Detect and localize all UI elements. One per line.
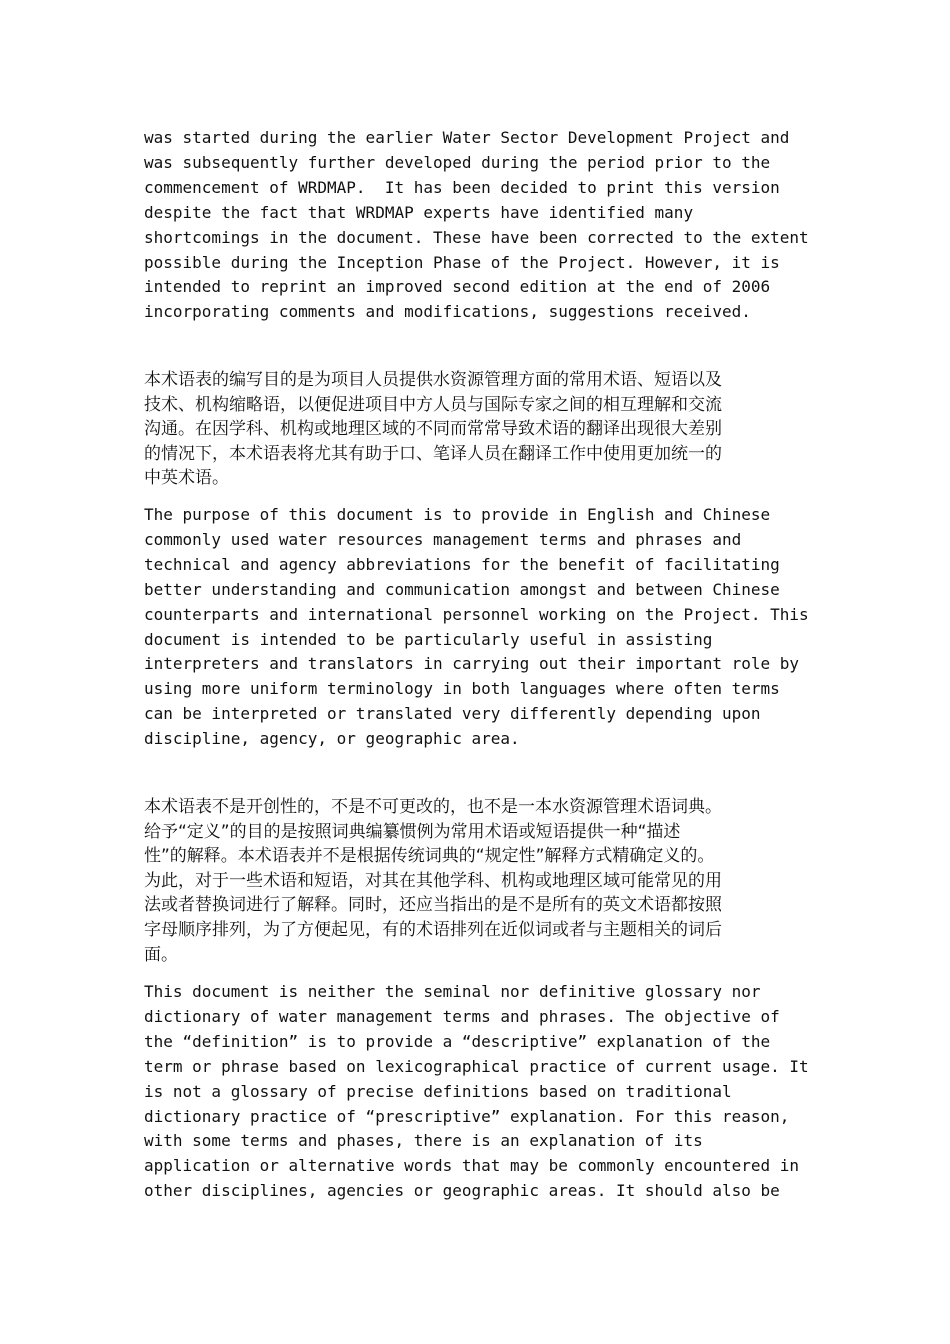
text-line: despite the fact that WRDMAP experts have identified many: [144, 202, 694, 222]
text-line: commencement of WRDMAP. It has been decided to print this version: [144, 177, 780, 197]
text-line: discipline, agency, or geographic area.: [144, 729, 520, 749]
text-line: commonly used water resources management terms and phrases and: [144, 529, 742, 549]
text-line: 沟通。在因学科、机构或地理区域的不同而常常导致术语的翻译出现很大差别: [144, 419, 722, 440]
text-line: counterparts and international personnel working on the Project. This: [144, 604, 809, 624]
text-line: other disciplines, agencies or geographic areas. It should also be: [144, 1181, 780, 1201]
text-line: is not a glossary of precise definitions based on traditional: [144, 1081, 732, 1101]
text-line: can be interpreted or translated very differently depending upon: [144, 704, 761, 724]
paragraph-project-history-en: [144, 126, 816, 325]
text-line: 本术语表不是开创性的，不是不可更改的，也不是一本水资源管理术语词典。: [144, 797, 722, 817]
text-line: dictionary of water management terms and phrases. The objective of: [144, 1006, 780, 1026]
text-line: document is intended to be particularly useful in assisting: [144, 629, 713, 649]
paragraph-scope-en: [144, 980, 816, 1204]
text-line: This document is neither the seminal nor definitive glossary nor: [144, 982, 761, 1001]
text-line: shortcomings in the document. These have been corrected to the extent: [144, 227, 809, 247]
text-line: intended to reprint an improved second edition at the end of 2006: [144, 277, 771, 297]
text-line: 字母顺序排列，为了方便起见，有的术语排列在近似词或者与主题相关的词后: [144, 919, 722, 940]
text-line: 面。: [144, 944, 178, 965]
text-line: 技术、机构缩略语，以便促进项目中方人员与国际专家之间的相互理解和交流: [144, 394, 722, 415]
text-line: application or alternative words that may be commonly encountered in: [144, 1156, 800, 1176]
text-line: incorporating comments and modifications, suggestions received.: [144, 302, 751, 322]
paragraph-purpose-zh: [144, 368, 816, 491]
text-line: possible during the Inception Phase of the Project. However, it is: [144, 252, 780, 272]
text-line: using more uniform terminology in both languages where often terms: [144, 679, 780, 699]
paragraph-purpose-en: [144, 503, 816, 752]
text-line: The purpose of this document is to provide in English and Chinese: [144, 505, 771, 524]
text-line: interpreters and translators in carrying out their important role by: [144, 654, 800, 674]
text-line: the “definition” is to provide a “descriptive” explanation of the: [144, 1031, 771, 1051]
text-line: better understanding and communication amongst and between Chinese: [144, 579, 780, 599]
text-line: 为此，对于一些术语和短语，对其在其他学科、机构或地理区域可能常见的用: [144, 870, 722, 891]
text-line: term or phrase based on lexicographical practice of current usage. It: [144, 1056, 809, 1076]
text-line: 性”的解释。本术语表并不是根据传统词典的“规定性”解释方式精确定义的。: [144, 846, 715, 867]
text-line: was started during the earlier Water Sector Development Project and: [144, 128, 790, 147]
paragraph-scope-zh: [144, 795, 816, 967]
text-line: 本术语表的编写目的是为项目人员提供水资源管理方面的常用术语、短语以及: [144, 370, 722, 390]
text-line: 的情况下，本术语表将尤其有助于口、笔译人员在翻译工作中使用更加统一的: [144, 443, 722, 464]
text-line: 中英术语。: [144, 468, 229, 489]
text-line: was subsequently further developed during the period prior to the: [144, 152, 771, 172]
text-line: technical and agency abbreviations for the benefit of facilitating: [144, 554, 780, 574]
text-line: 给予“定义”的目的是按照词典编纂惯例为常用术语或短语提供一种“描述: [144, 821, 681, 842]
text-line: with some terms and phases, there is an explanation of its: [144, 1131, 703, 1151]
text-line: 法或者替换词进行了解释。同时，还应当指出的是不是所有的英文术语都按照: [144, 895, 722, 916]
text-line: dictionary practice of “prescriptive” explanation. For this reason,: [144, 1106, 790, 1126]
